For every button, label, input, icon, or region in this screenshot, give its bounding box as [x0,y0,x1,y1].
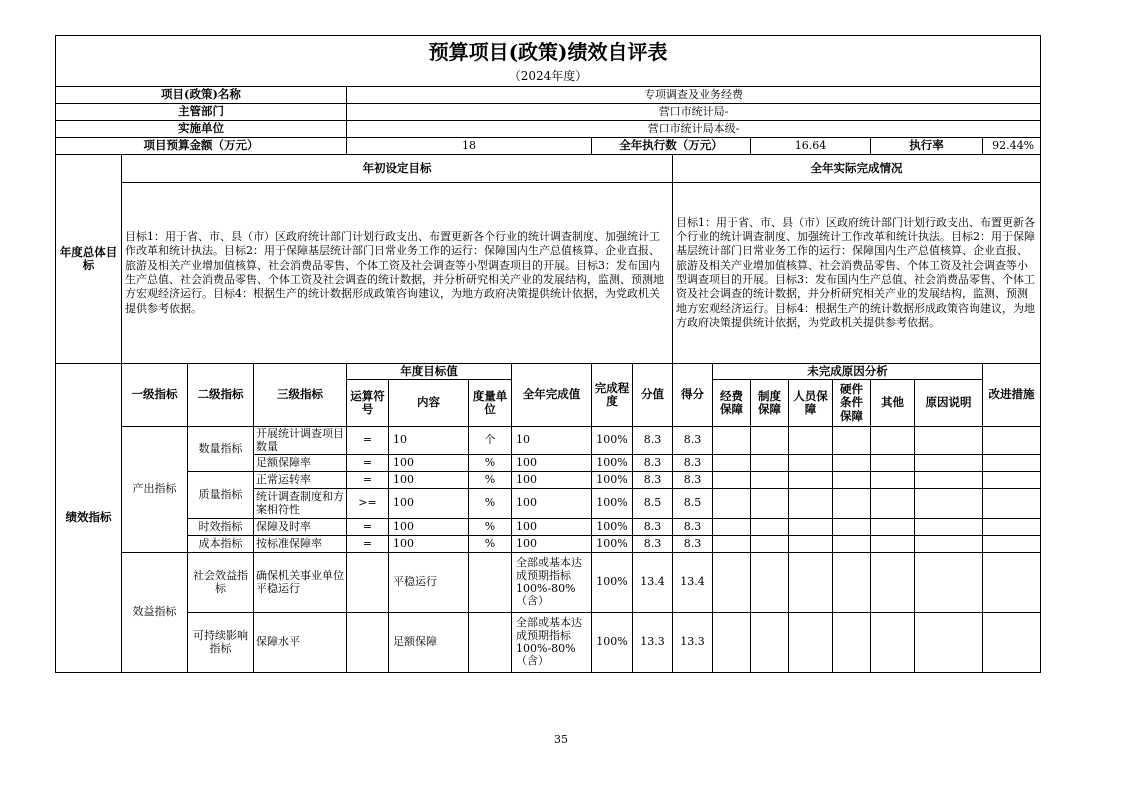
indicator-score: 8.3 [673,455,713,472]
indicator-score: 8.5 [673,489,713,519]
reason-cell [833,613,871,673]
page-number: 35 [554,733,568,746]
reason-cell [871,489,915,519]
group-cost: 成本指标 [188,536,254,553]
initial-goal-header: 年初设定目标 [122,155,673,183]
project-name-value: 专项调查及业务经费 [347,87,1041,104]
indicator-weight: 8.5 [633,489,673,519]
reason-cell [713,519,751,536]
rate-value: 92.44% [983,138,1041,155]
header-weight: 分值 [633,364,673,427]
reason-cell [833,519,871,536]
header-r-other: 其他 [871,380,915,427]
reason-cell [789,519,833,536]
actual-completion-header: 全年实际完成情况 [673,155,1041,183]
indicator-completion: 100% [592,472,633,489]
indicator-completion: 100% [592,427,633,455]
indicator-operator [347,553,389,613]
reason-cell [915,536,983,553]
header-r-staff: 人员保障 [789,380,833,427]
reason-cell [751,553,789,613]
reason-cell [751,472,789,489]
indicator-unit: % [469,489,512,519]
indicator-score: 13.3 [673,613,713,673]
reason-cell [751,536,789,553]
indicator-content: 10 [389,427,469,455]
indicator-weight: 8.3 [633,536,673,553]
reason-cell [713,536,751,553]
header-reasons: 未完成原因分析 [713,364,983,380]
unit-label: 实施单位 [56,121,347,138]
header-operator: 运算符号 [347,380,389,427]
group-output: 产出指标 [122,427,188,553]
header-improve: 改进措施 [983,364,1041,427]
reason-cell [713,553,751,613]
reason-cell [789,489,833,519]
reason-cell [789,427,833,455]
indicator-unit: 个 [469,427,512,455]
indicator-name: 开展统计调查项目数量 [254,427,347,455]
indicator-actual: 全部或基本达成预期指标100%-80%（含） [512,613,592,673]
indicator-actual: 100 [512,472,592,489]
reason-cell [833,472,871,489]
improve-cell [983,536,1041,553]
form-year: （2024年度） [56,68,1041,87]
reason-cell [789,553,833,613]
group-quality: 质量指标 [188,472,254,519]
indicator-weight: 8.3 [633,427,673,455]
indicator-operator: = [347,472,389,489]
indicator-actual: 全部或基本达成预期指标100%-80%（含） [512,553,592,613]
improve-cell [983,553,1041,613]
indicator-completion: 100% [592,613,633,673]
reason-cell [833,455,871,472]
indicator-unit [469,553,512,613]
reason-cell [789,472,833,489]
header-actual: 全年完成值 [512,364,592,427]
indicator-name: 统计调查制度和方案相符性 [254,489,347,519]
department-value: 营口市统计局- [347,104,1041,121]
reason-cell [915,455,983,472]
indicator-operator: >= [347,489,389,519]
indicator-weight: 13.4 [633,553,673,613]
group-quantity: 数量指标 [188,427,254,472]
indicator-content: 100 [389,536,469,553]
indicator-content: 100 [389,455,469,472]
indicator-actual: 100 [512,489,592,519]
indicator-unit: % [469,455,512,472]
indicator-completion: 100% [592,536,633,553]
reason-cell [915,519,983,536]
header-content: 内容 [389,380,469,427]
reason-cell [871,519,915,536]
reason-cell [713,427,751,455]
reason-cell [871,472,915,489]
indicator-actual: 100 [512,536,592,553]
header-r-explain: 原因说明 [915,380,983,427]
reason-cell [915,613,983,673]
indicator-name: 保障及时率 [254,519,347,536]
indicator-operator: = [347,427,389,455]
self-evaluation-form [55,35,1037,673]
improve-cell [983,489,1041,519]
indicator-unit: % [469,519,512,536]
indicator-weight: 8.3 [633,455,673,472]
reason-cell [871,536,915,553]
reason-cell [789,455,833,472]
indicator-name: 足额保障率 [254,455,347,472]
overall-goal-label: 年度总体目标 [56,155,122,364]
header-unit: 度量单位 [469,380,512,427]
indicator-content: 足额保障 [389,613,469,673]
improve-cell [983,472,1041,489]
header-r-funding: 经费保障 [713,380,751,427]
indicator-score: 8.3 [673,427,713,455]
reason-cell [713,613,751,673]
reason-cell [751,427,789,455]
reason-cell [915,427,983,455]
reason-cell [871,553,915,613]
executed-label: 全年执行数（万元） [592,138,751,155]
budget-value: 18 [347,138,592,155]
rate-label: 执行率 [871,138,983,155]
form-title: 预算项目(政策)绩效自评表 [56,36,1041,69]
indicator-completion: 100% [592,489,633,519]
reason-cell [833,427,871,455]
indicator-operator: = [347,455,389,472]
reason-cell [915,472,983,489]
reason-cell [751,519,789,536]
reason-cell [833,489,871,519]
indicator-content: 100 [389,519,469,536]
indicator-operator [347,613,389,673]
header-annual-target: 年度目标值 [347,364,512,380]
indicator-completion: 100% [592,553,633,613]
reason-cell [713,455,751,472]
indicator-content: 100 [389,472,469,489]
indicator-name: 正常运转率 [254,472,347,489]
indicator-score: 8.3 [673,536,713,553]
reason-cell [871,613,915,673]
unit-value: 营口市统计局本级- [347,121,1041,138]
reason-cell [751,613,789,673]
perf-indicators-label: 绩效指标 [56,364,122,673]
group-sustainable: 可持续影响指标 [188,613,254,673]
indicator-unit: % [469,472,512,489]
indicator-content: 100 [389,489,469,519]
indicator-operator: = [347,519,389,536]
group-timeliness: 时效指标 [188,519,254,536]
indicator-name: 保障水平 [254,613,347,673]
improve-cell [983,613,1041,673]
indicator-actual: 100 [512,519,592,536]
reason-cell [833,536,871,553]
department-label: 主管部门 [56,104,347,121]
indicator-weight: 8.3 [633,472,673,489]
indicator-content: 平稳运行 [389,553,469,613]
reason-cell [751,455,789,472]
reason-cell [713,472,751,489]
indicator-operator: = [347,536,389,553]
evaluation-table [55,35,1041,673]
group-benefit: 效益指标 [122,553,188,673]
indicator-unit: % [469,536,512,553]
actual-completion-text: 目标1：用于省、市、县（市）区政府统计部门计划行政支出、布置更新各个行业的统计调查制度、加强统计工作改革和统计执法。目标2：用于保障基层统计部门日常业务工作的运行：保障国内生产总值核算、企业直报、旅游及相关产业增加值核算、社会消费品零售、个体工资及社会调查等小型调查项目的开展。目标3：发布国内生产总值、社会消费品零售、个体工资及社会调查的统计数据，并分析研究相关产业的发展结构，监测、预测地方宏观经济运行。目标4：根据生产的统计数据形成政策咨询建议，为地方政府决策提供统计依据，为党政机关提供参考依据。 [673,183,1041,364]
reason-cell [751,489,789,519]
indicator-name: 按标准保障率 [254,536,347,553]
header-level1: 一级指标 [122,364,188,427]
indicator-weight: 8.3 [633,519,673,536]
indicator-score: 13.4 [673,553,713,613]
group-social: 社会效益指标 [188,553,254,613]
reason-cell [713,489,751,519]
indicator-unit [469,613,512,673]
reason-cell [789,536,833,553]
reason-cell [871,455,915,472]
indicator-score: 8.3 [673,519,713,536]
header-r-system: 制度保障 [751,380,789,427]
improve-cell [983,427,1041,455]
indicator-actual: 10 [512,427,592,455]
project-name-label: 项目(政策)名称 [56,87,347,104]
indicator-completion: 100% [592,519,633,536]
reason-cell [915,489,983,519]
reason-cell [915,553,983,613]
header-r-hardware: 硬件条件保障 [833,380,871,427]
improve-cell [983,455,1041,472]
indicator-name: 确保机关事业单位平稳运行 [254,553,347,613]
initial-goal-text: 目标1：用于省、市、县（市）区政府统计部门计划行政支出、布置更新各个行业的统计调查制度、加强统计工作改革和统计执法。目标2：用于保障基层统计部门日常业务工作的运行：保障国内生产总值核算、企业直报、旅游及相关产业增加值核算、社会消费品零售、个体工资及社会调查等小型调查项目的开展。目标3：发布国内生产总值、社会消费品零售、个体工资及社会调查的统计数据，并分析研究相关产业的发展结构，监测、预测地方宏观经济运行。目标4：根据生产的统计数据形成政策咨询建议，为地方政府决策提供统计依据，为党政机关提供参考依据。 [122,183,673,364]
header-level3: 三级指标 [254,364,347,427]
executed-value: 16.64 [751,138,871,155]
reason-cell [789,613,833,673]
indicator-completion: 100% [592,455,633,472]
reason-cell [871,427,915,455]
indicator-actual: 100 [512,455,592,472]
indicator-weight: 13.3 [633,613,673,673]
reason-cell [833,553,871,613]
improve-cell [983,519,1041,536]
header-completion: 完成程度 [592,364,633,427]
header-score: 得分 [673,364,713,427]
header-level2: 二级指标 [188,364,254,427]
budget-label: 项目预算金额（万元） [56,138,347,155]
indicator-score: 8.3 [673,472,713,489]
